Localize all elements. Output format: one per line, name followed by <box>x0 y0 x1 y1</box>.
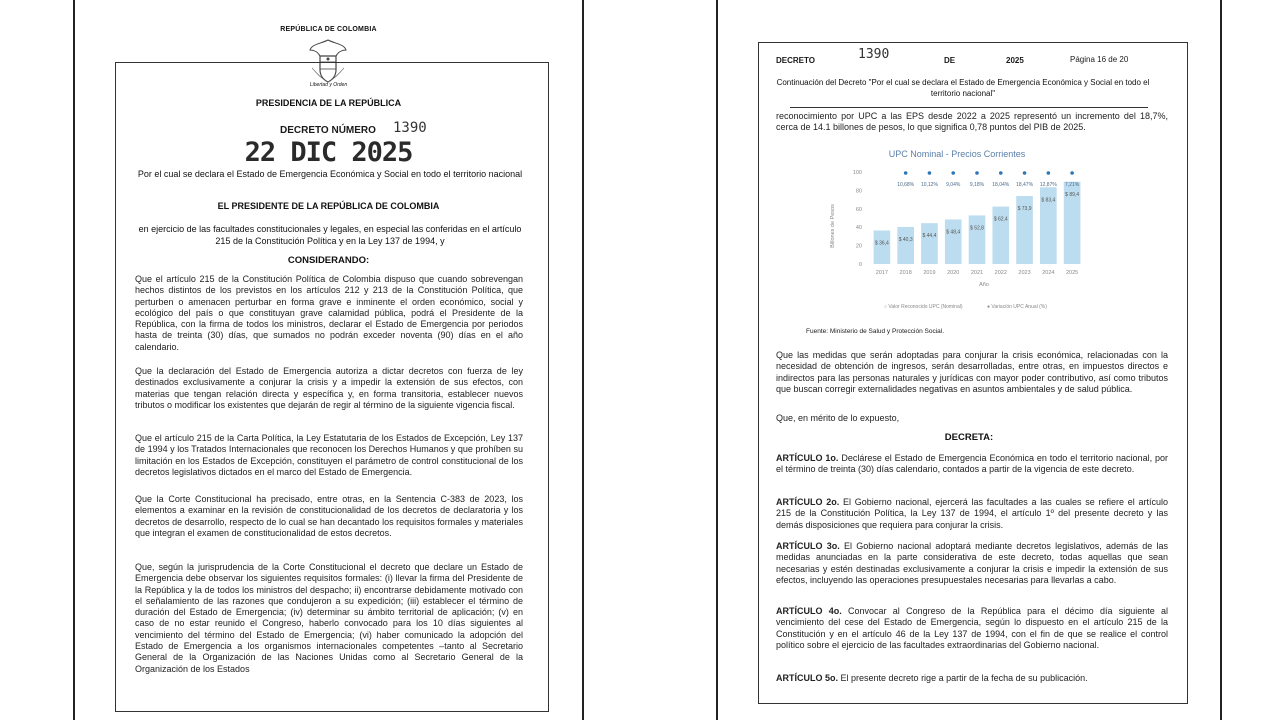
bar <box>992 207 1009 264</box>
variation-dot <box>951 171 955 175</box>
decree-number-label: DECRETO NÚMERO <box>280 125 376 136</box>
body-paragraph: Que, en mérito de lo expuesto, <box>776 413 900 423</box>
variation-label: 10,68% <box>897 182 915 188</box>
intro-paragraph: reconocimiento por UPC a las EPS desde 2022 a 2025 representó un incremento del 18,7%, cerca de 14.1 billones de pesos, lo que significa 0,78 puntos del PIB de 2025. <box>776 111 1168 133</box>
article-label: ARTÍCULO 4o. <box>776 606 842 616</box>
variation-dot <box>1047 171 1051 175</box>
article-label: ARTÍCULO 3o. <box>776 541 840 551</box>
source-text: Fuente: Ministerio de Salud y Protección Social. <box>806 328 945 335</box>
bar <box>874 231 891 264</box>
header-de-label: DE <box>944 56 956 65</box>
bar-value-label: $ 48,4 <box>946 229 961 236</box>
x-tick-label: 2017 <box>875 270 889 276</box>
exercise-text: en ejercicio de las facultades constitucionales y legales, en especial las conferidas en el artículo 215 de la Constitución Política y en la Ley 137 de 1994, y <box>138 224 522 246</box>
header-rule <box>790 107 1148 108</box>
chart-source <box>806 328 944 335</box>
y-tick-label: 20 <box>855 243 862 250</box>
article-2 <box>776 497 1168 531</box>
article-text: Declárese el Estado de Emergencia Económica en todo el territorio nacional, por el término de treinta (30) días calendario, contados a partir de la vigencia de este decreto. <box>776 453 1168 475</box>
y-tick-label: 40 <box>855 225 862 232</box>
considerando-paragraph: Que el artículo 215 de la Constitución Política de Colombia dispuso que cuando sobrevengan hechos distintos de los previstos en los artículos 212 y 213 de la Constitución Política, que perturben o amenacen perturbar en forma grave e inminente el orden económico, social y ecológico del país o que constituyan grave calamidad pública, podrá el Presidente de la República, con la firma de todos los ministros, declarar el Estado de Emergencia por periodos hasta de treinta (30) días, que sumados no podrán exceder noventa (90) días en el año calendario. <box>135 274 523 352</box>
chart-xlabel: Año <box>979 282 989 288</box>
variation-label: 9,04% <box>946 182 961 188</box>
y-tick-label: 100 <box>852 170 862 176</box>
x-tick-label: 2023 <box>1018 270 1031 276</box>
article-4 <box>776 606 1168 651</box>
bar <box>945 219 962 264</box>
decree-number: 1390 <box>393 120 427 136</box>
upc-chart <box>822 146 1092 316</box>
article-label: ARTÍCULO 5o. <box>776 673 838 683</box>
header-decree-number: 1390 <box>858 47 890 62</box>
variation-dot <box>904 171 908 175</box>
bar-value-label: $ 36,4 <box>874 240 889 247</box>
bar <box>921 223 938 264</box>
variation-dot <box>975 171 979 175</box>
article-text: Convocar al Congreso de la República para el décimo día siguiente al vencimiento del cese del Estado de Emergencia, según lo dispuesto en el artículo 215 de la Constitución y en el artículo 46 de la Ley 137 de 1994, con el fin de que se realice el control político sobre el ejercicio de las facultades extraordinarias del Gobierno nacional. <box>776 606 1169 650</box>
x-tick-label: 2018 <box>899 270 912 276</box>
considerando-heading: CONSIDERANDO: <box>287 255 370 266</box>
x-tick-label: 2022 <box>994 270 1007 276</box>
bar-value-label: $ 83,4 <box>1041 197 1056 204</box>
variation-label: 12,87% <box>1039 182 1057 188</box>
x-tick-label: 2025 <box>1065 270 1079 276</box>
variation-label: 10,12% <box>920 182 938 188</box>
x-tick-label: 2021 <box>970 270 984 276</box>
considerando-paragraph: Que el artículo 215 de la Carta Política, la Ley Estatutaria de los Estados de Excepción, Ley 137 de 1994 y los Tratados Internacionales que reconocen los Derechos Humanos y que prohíben su limitación en los Estados de Excepción, constituyen el parámetro de control constitucional de los decretos legislativos dictados en el marco del Estado de Emergencia. <box>135 433 523 477</box>
header-page-number: Página 16 de 20 <box>1070 55 1129 64</box>
variation-label: 18,47% <box>1016 182 1034 188</box>
bar-value-label: $ 89,4 <box>1065 191 1080 198</box>
chart-ylabel: Billones de Pesos <box>830 204 836 248</box>
bar-value-label: $ 44,4 <box>922 233 937 240</box>
variation-label: 7,21% <box>1065 182 1080 188</box>
considerando-paragraph: Que la Corte Constitucional ha precisado, entre otras, en la Sentencia C-383 de 2023, los elementos a examinar en la revisión de constitucionalidad de los decretos de declaratoria y los decretos de desarrollo, respecto de lo cual se han decantado los requisitos formales y materiales que integran el examen de constitucionalidad de estos decretos. <box>135 494 523 538</box>
article-text: El presente decreto rige a partir de la fecha de su publicación. <box>840 673 1088 683</box>
variation-dot <box>1070 171 1074 175</box>
variation-label: 18,04% <box>992 182 1010 188</box>
variation-dot <box>928 171 932 175</box>
bar-value-label: $ 62,4 <box>993 216 1008 223</box>
article-label: ARTÍCULO 1o. <box>776 453 839 463</box>
article-3 <box>776 541 1168 586</box>
bar-value-label: $ 73,9 <box>1017 206 1032 213</box>
bar-value-label: $ 52,8 <box>970 225 984 232</box>
body-paragraph: Que las medidas que serán adoptadas para conjurar la crisis económica, relacionadas con la necesidad de obtención de ingresos, serán desarrolladas, entre otras, en impuestos directos e indirectos para las personas naturales y jurídicas con mayor poder contributivo, así como tributos que buscan corregir externalidades negativas en asuntos ambientales y de salud pública. <box>776 350 1168 394</box>
article-label: ARTÍCULO 2o. <box>776 497 840 507</box>
variation-label: 9,18% <box>969 182 985 188</box>
decree-subtitle: Por el cual se declara el Estado de Emergencia Económica y Social en todo el territorio nacional <box>137 169 523 179</box>
decreta-heading: DECRETA: <box>944 432 994 443</box>
left-page <box>73 0 584 720</box>
y-tick-label: 80 <box>855 188 862 195</box>
header-decree-label: DECRETO <box>776 56 815 65</box>
legend-item: ● Variación UPC Anual (%) <box>987 304 1047 310</box>
y-tick-label: 60 <box>855 206 862 213</box>
variation-dot <box>999 171 1003 175</box>
article-text: El Gobierno nacional, ejercerá las facultades a las cuales se refiere el artículo 215 de la Constitución Política, la Ley 137 de 1994, el artículo 1º del presente decreto y las demás disposiciones que requiera para conjurar la crisis. <box>776 497 1169 530</box>
x-tick-label: 2024 <box>1042 270 1055 276</box>
variation-dot <box>1023 171 1027 175</box>
x-tick-label: 2020 <box>947 270 960 276</box>
article-5 <box>776 673 1168 684</box>
article-1 <box>776 453 1168 476</box>
republic-header: REPÚBLICA DE COLOMBIA <box>280 26 377 33</box>
president-heading: EL PRESIDENTE DE LA REPÚBLICA DE COLOMBIA <box>217 201 440 211</box>
bar-value-label: $ 40,3 <box>898 236 913 243</box>
bar <box>969 215 986 264</box>
x-tick-label: 2019 <box>923 270 936 276</box>
header-year: 2025 <box>1006 56 1024 65</box>
presidency-heading: PRESIDENCIA DE LA REPÚBLICA <box>255 98 402 108</box>
right-page <box>716 0 1222 720</box>
continuation-title: Continuación del Decreto "Por el cual se declara el Estado de Emergencia Económica y Social en todo el territorio nacional" <box>776 78 1150 98</box>
article-text: El Gobierno nacional adoptará mediante decretos legislativos, además de las medidas anunciadas en la parte considerativa de este decreto, todas aquellas que sean necesarias y estén destinadas exclusivamente a conjurar la crisis e impedir la extensión de sus efectos, incluyendo las operaciones presupuestales necesarias para llevarlas a cabo. <box>776 541 1169 585</box>
considerando-paragraph: Que, según la jurisprudencia de la Corte Constitucional el decreto que declare un Estado de Emergencia debe observar los siguientes requisitos formales: (i) llevar la firma del Presidente de la República y la de todos los ministros del despacho; ii) encontrarse debidamente motivado con el señalamiento de las razones que condujeron a su expedición; (iii) establecer el término de duración del Estado de Emergencia; (iv) determinar su ámbito territorial de aplicación; (v) en caso de no estar reunido el Congreso, haberlo convocado para los 10 días siguientes al vencimiento del término del Estado de Emergencia; (vi) haber comunicado la adopción del Estado de Emergencia a los organismos internacionales competentes –tanto al Secretario General de la Organización de las Naciones Unidas como al Secretario General de la Organización de los Estados <box>135 562 523 674</box>
legend-item: ○ Valor Reconocido UPC (Nominal) <box>884 304 963 310</box>
y-tick-label: 0 <box>858 262 862 268</box>
chart-title: UPC Nominal - Precios Corrientes <box>888 149 1026 159</box>
bar <box>897 227 914 264</box>
date-stamp: 22 DIC 2025 <box>244 137 413 168</box>
considerando-paragraph: Que la declaración del Estado de Emergencia autoriza a dictar decretos con fuerza de ley destinados exclusivamente a conjurar la crisis y a impedir la extensión de sus efectos, con materias que tengan relación directa y específica y, en forma transitoria, establecer nuevos tributos o modificar los existentes que dejarán de regir al término de la siguiente vigencia fiscal. <box>135 366 523 410</box>
motto-ribbon: Libertad y Orden <box>309 82 348 88</box>
